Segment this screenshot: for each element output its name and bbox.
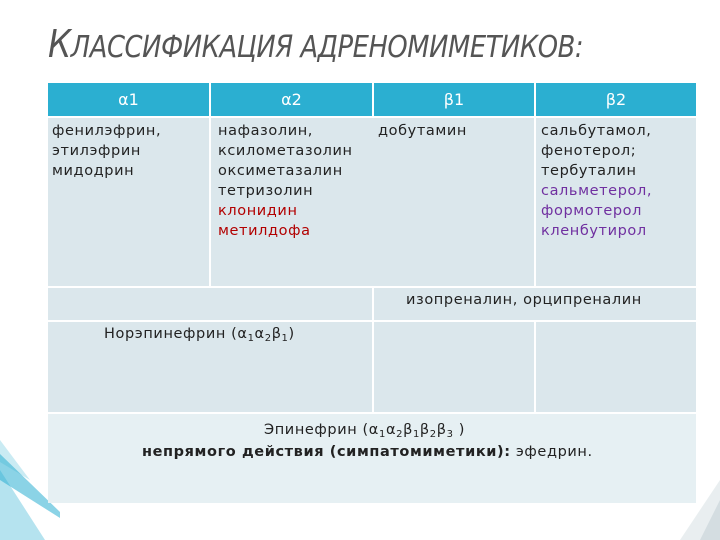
indirect-action-line <box>142 442 593 462</box>
header-beta1: β1 <box>374 83 534 116</box>
beta2-drug-list <box>541 121 652 241</box>
column-divider <box>372 288 374 320</box>
drug-name-central: метилдофа <box>218 223 311 239</box>
title-first-letter: К <box>48 22 71 66</box>
drug-name: этилэфрин <box>52 143 141 159</box>
alpha2-drug-list <box>218 121 353 241</box>
column-divider <box>534 322 536 412</box>
drug-name: фенилэфрин, <box>52 123 162 139</box>
header-alpha2: α2 <box>211 83 372 116</box>
beta-nonselective-drugs: изопреналин, орципреналин <box>406 292 642 308</box>
classification-table <box>48 83 696 503</box>
indirect-action-drug: эфедрин. <box>510 444 593 460</box>
title-rest: ЛАССИФИКАЦИЯ АДРЕНОМИМЕТИКОВ: <box>70 30 584 65</box>
drug-name: мидодрин <box>52 163 135 179</box>
drug-name: добутамин <box>378 123 467 139</box>
norepinephrine-label: Норэпинефрин $(\alpha_1\alpha_2\beta_1)$ <box>104 326 295 344</box>
column-divider <box>209 118 211 286</box>
drug-name-long-acting: кленбутирол <box>541 223 647 239</box>
drug-name-central: клонидин <box>218 203 298 219</box>
beta1-drug-list <box>378 121 467 141</box>
drug-name-long-acting: сальметерол, <box>541 183 653 199</box>
page-title <box>48 22 583 66</box>
indirect-action-label: непрямого действия (симпатомиметики): <box>142 444 511 460</box>
epinephrine-label: Эпинефрин ($\alpha_1\alpha_2\beta_1\beta_2\beta_3$ ) <box>264 422 466 440</box>
column-divider <box>372 322 374 412</box>
drug-name: ксилометазолин <box>218 143 353 159</box>
header-beta2: β2 <box>536 83 696 116</box>
drug-name: фенотерол; <box>541 143 637 159</box>
drug-name: нафазолин, <box>218 123 314 139</box>
alpha1-drug-list <box>52 121 161 181</box>
drug-name: оксиметазалин <box>218 163 343 179</box>
header-alpha1: α1 <box>48 83 209 116</box>
drug-name-long-acting: формотерол <box>541 203 642 219</box>
drug-name: тетризолин <box>218 183 314 199</box>
column-divider <box>534 118 536 286</box>
drug-name: тербуталин <box>541 163 637 179</box>
drug-name: сальбутамол, <box>541 123 652 139</box>
